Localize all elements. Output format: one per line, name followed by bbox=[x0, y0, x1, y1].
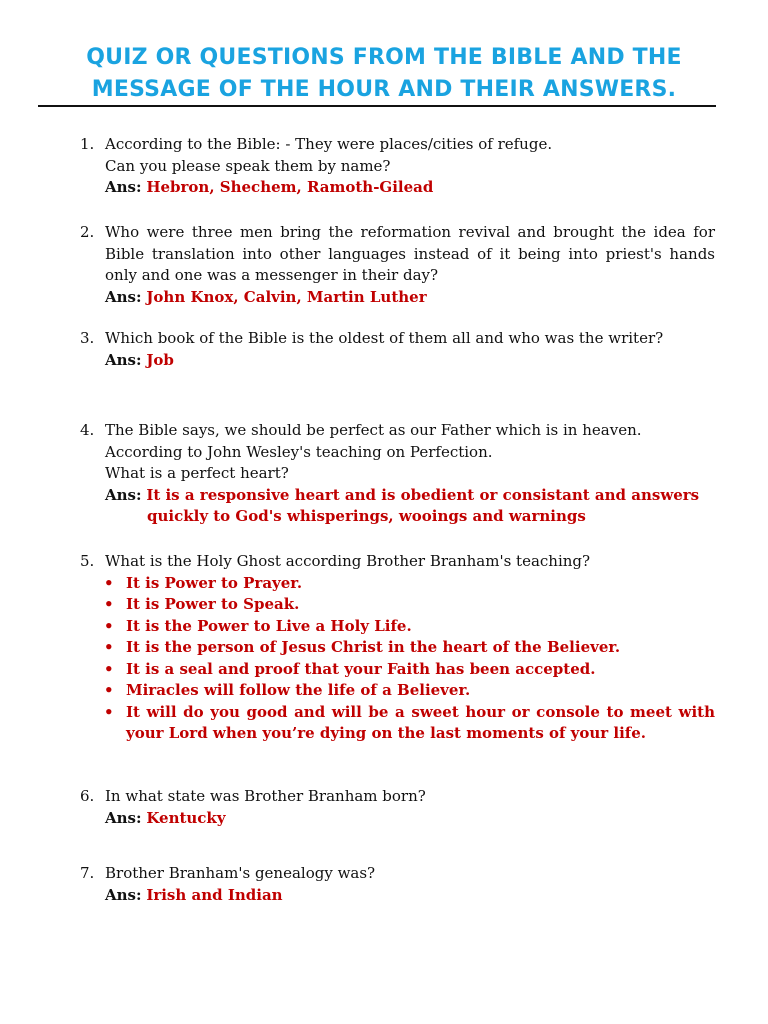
bullet-icon: • bbox=[104, 595, 114, 613]
question-1 bbox=[80, 134, 715, 199]
question-4 bbox=[80, 420, 715, 528]
list-item: • It will do you good and will be a sweet hour or console to meet with your Lord when you’re dying on the last moments of your life. bbox=[104, 702, 715, 742]
page-title: QUIZ OR QUESTIONS FROM THE BIBLE AND THE MESSAGE OF THE HOUR AND THEIR ANSWERS. bbox=[86, 45, 682, 102]
question-number: 7. bbox=[80, 864, 95, 882]
question-number: 5. bbox=[80, 552, 95, 570]
list-item: • It is Power to Speak. bbox=[104, 594, 715, 616]
question-5 bbox=[80, 551, 715, 745]
question-text: Which book of the Bible is the oldest of them all and who was the writer? bbox=[105, 329, 664, 347]
question-text-line: According to the Bible: - They were places/cities of refuge. bbox=[105, 135, 553, 153]
bullet-icon: • bbox=[104, 659, 114, 678]
question-text: Who were three men bring the reformation revival and brought the idea for Bible translation into other languages instead of it being into priest's hands only and one was a messenger in their day? bbox=[105, 223, 715, 284]
answer-line bbox=[105, 287, 715, 309]
question-text-line: The Bible says, we should be perfect as our Father which is in heaven. bbox=[105, 421, 642, 439]
answer-text: Hebron, Shechem, Ramoth-Gilead bbox=[146, 178, 434, 196]
answer-line bbox=[105, 885, 715, 907]
answer-line bbox=[105, 808, 715, 830]
title-underline bbox=[38, 105, 716, 107]
bullet-icon: • bbox=[104, 616, 114, 635]
question-text: What is the Holy Ghost according Brother Branham's teaching? bbox=[105, 552, 591, 570]
answer-text: John Knox, Calvin, Martin Luther bbox=[146, 287, 427, 306]
question-number: 1. bbox=[80, 135, 95, 153]
list-item: • Miracles will follow the life of a Believer. bbox=[104, 680, 715, 702]
question-6 bbox=[80, 786, 715, 829]
bullet-icon: • bbox=[104, 681, 114, 699]
question-7 bbox=[80, 863, 715, 906]
answer-line bbox=[105, 177, 715, 199]
list-item: • It is Power to Prayer. bbox=[104, 573, 715, 595]
question-text-line: What is a perfect heart? bbox=[105, 464, 289, 482]
question-number: 3. bbox=[80, 329, 95, 347]
question-number: 6. bbox=[80, 787, 95, 805]
answer-label: Ans: bbox=[105, 885, 142, 904]
answer-text: Irish and Indian bbox=[146, 885, 283, 904]
answer-label: Ans: bbox=[105, 808, 142, 827]
answer-label: Ans: bbox=[105, 350, 142, 369]
question-text-line: Can you please speak them by name? bbox=[105, 156, 391, 175]
answer-bullet-list bbox=[104, 573, 715, 745]
question-text: In what state was Brother Branham born? bbox=[105, 787, 426, 805]
question-text: Brother Branham's genealogy was? bbox=[105, 864, 376, 882]
answer-label: Ans: bbox=[105, 178, 142, 196]
answer-text: It is a responsive heart and is obedient or consistant and answers quickly to God's whisperings, wooings and warnings bbox=[146, 485, 700, 525]
list-item: • It is a seal and proof that your Faith has been accepted. bbox=[104, 659, 715, 681]
answer-text: Kentucky bbox=[146, 808, 226, 827]
question-number: 2. bbox=[80, 223, 95, 241]
bullet-icon: • bbox=[104, 638, 114, 656]
list-item: • It is the person of Jesus Christ in the heart of the Believer. bbox=[104, 637, 715, 659]
question-number: 4. bbox=[80, 421, 95, 439]
bullet-icon: • bbox=[104, 702, 114, 721]
answer-label: Ans: bbox=[105, 485, 142, 504]
answer-line bbox=[105, 350, 715, 372]
question-3 bbox=[80, 328, 715, 371]
question-text-line: According to John Wesley's teaching on Perfection. bbox=[105, 442, 493, 461]
answer-label: Ans: bbox=[105, 287, 142, 306]
answer-line bbox=[105, 485, 715, 528]
bullet-icon: • bbox=[104, 573, 114, 592]
answer-text: Job bbox=[146, 350, 174, 369]
list-item: • It is the Power to Live a Holy Life. bbox=[104, 616, 715, 638]
question-2 bbox=[80, 222, 715, 308]
